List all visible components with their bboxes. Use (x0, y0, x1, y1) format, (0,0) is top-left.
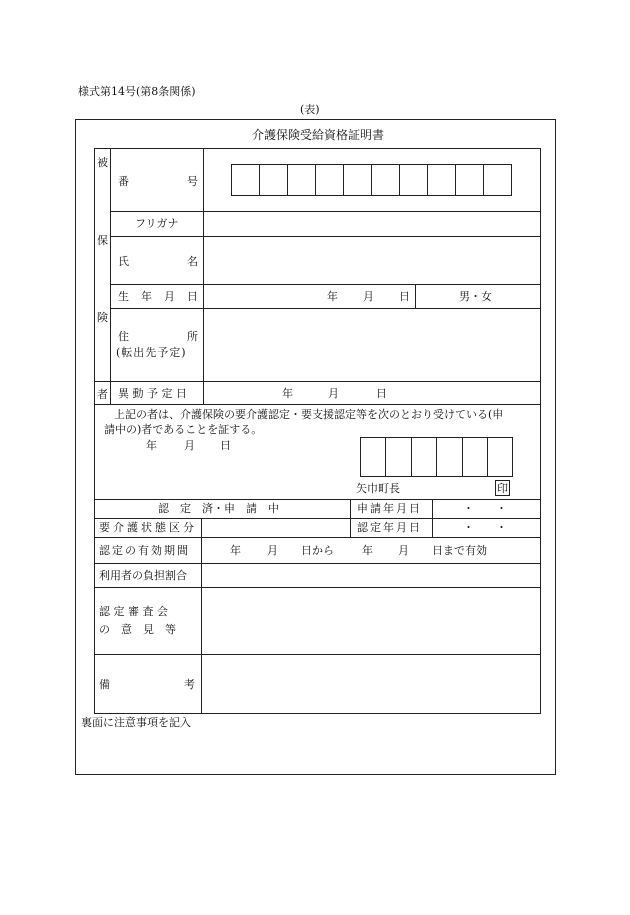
validity-year-2: 年 (362, 544, 373, 557)
name-label-1: 氏 (118, 255, 129, 268)
remarks-field[interactable] (203, 656, 539, 713)
certify-day-unit: 日 (220, 439, 231, 452)
validity-year-1: 年 (230, 544, 241, 557)
cert-date-label: 認定年月日 (357, 521, 422, 534)
move-date-label: 異 動 予 定 日 (118, 387, 187, 400)
validity-label: 認定の有効期間 (99, 544, 190, 557)
side-char-1: 被 (97, 156, 108, 169)
address-field[interactable] (205, 310, 539, 380)
certify-month-unit: 月 (184, 439, 195, 452)
sex-choice[interactable]: 男・女 (459, 290, 492, 303)
opinion-label-2: の 意 見 等 (99, 623, 176, 636)
seal-mark: 印 (497, 482, 508, 495)
furigana-label: フリガナ (135, 217, 179, 230)
birth-month-unit: 月 (363, 290, 374, 303)
remarks-label-2: 考 (184, 678, 195, 691)
name-label-2: 名 (187, 255, 198, 268)
burden-ratio-field[interactable] (203, 565, 539, 586)
side-char-2: 保 (97, 234, 108, 247)
certify-line-1: 上記の者は、介護保険の要介護認定・要支援認定等を次のとおり受けている(申 (114, 408, 504, 421)
number-label-2: 号 (187, 175, 198, 188)
birth-label-1: 生 (118, 290, 129, 303)
side-char-3: 険 (97, 311, 108, 324)
address-label-1: 住 (118, 330, 129, 343)
mayor-title: 矢巾町長 (356, 482, 400, 495)
certify-line-2: 請中の)者であることを証する。 (104, 423, 263, 436)
birth-label-3: 月 (164, 290, 175, 303)
validity-day-2: 日まで有効 (432, 544, 487, 557)
birth-label-2: 年 (141, 290, 152, 303)
back-side-note: 裏面に注意事項を記入 (81, 716, 191, 729)
certify-year-unit: 年 (146, 439, 157, 452)
certificate-title: 介護保険受給資格証明書 (252, 128, 385, 142)
opinion-label-1: 認 定 審 査 会 (99, 605, 168, 618)
remarks-label-1: 備 (99, 678, 110, 691)
validity-day-1: 日から (301, 544, 334, 557)
side-label: (表) (300, 103, 320, 116)
opinion-field[interactable] (203, 589, 539, 653)
number-label-1: 番 (118, 175, 129, 188)
address-sublabel: (転出先予定) (116, 346, 187, 359)
care-level-field[interactable] (203, 520, 349, 536)
name-field[interactable] (205, 238, 539, 283)
apply-date-label: 申請年月日 (357, 502, 422, 515)
furigana-field[interactable] (205, 213, 539, 235)
care-level-label: 要介護状態区分 (99, 521, 197, 534)
birth-label-4: 日 (187, 290, 198, 303)
apply-date-value[interactable]: ・ ・ (463, 502, 507, 515)
form-number: 様式第14号(第8条関係) (78, 85, 196, 98)
move-year-unit: 年 (282, 387, 293, 400)
birth-year-unit: 年 (327, 290, 338, 303)
validity-month-2: 月 (398, 544, 409, 557)
cert-status[interactable]: 認 定 済・申 請 中 (158, 502, 279, 515)
address-label-2: 所 (187, 330, 198, 343)
side-char-4: 者 (97, 388, 108, 401)
birth-day-unit: 日 (399, 290, 410, 303)
move-day-unit: 日 (376, 387, 387, 400)
validity-month-1: 月 (267, 544, 278, 557)
move-month-unit: 月 (328, 387, 339, 400)
burden-ratio-label: 利用者の負担割合 (99, 569, 187, 582)
cert-date-value[interactable]: ・ ・ (463, 521, 507, 534)
